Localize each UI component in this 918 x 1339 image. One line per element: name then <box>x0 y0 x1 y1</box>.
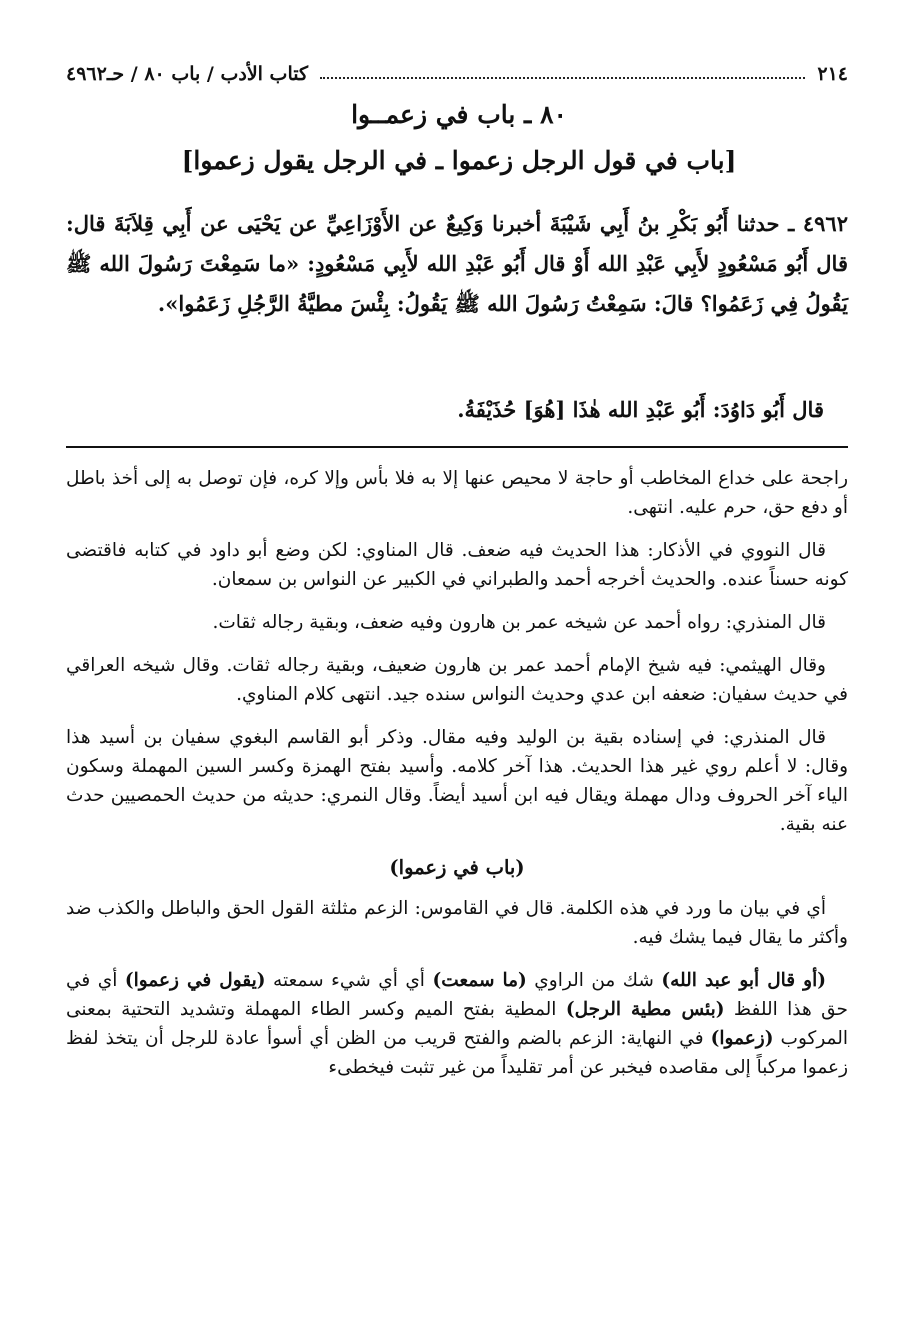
quoted-phrase: (أو قال أبو عبد الله) <box>661 970 827 991</box>
commentary-paragraph: قال المنذري: في إسناده بقية بن الوليد وفيه مقال. وذكر أبو القاسم البغوي سفيان بن أسيد هذا وقال: لا أعلم روي غير هذا الحديث. هذا آخر كلامه. وأسيد بفتح الهمزة وكسر السين المهملة وسكون الياء آخر الحروف ودال مهملة ويقال فيه ابن أسيد أيضاً. وقال النمري: حديثه من حديث الحمصيين حدث عنه بقية. <box>66 727 848 835</box>
commentary-paragraph: أي في بيان ما ورد في هذه الكلمة. قال في القاموس: الزعم مثلثة القول الحق والباطل والكذب ضد وأكثر ما يقال فيما يشك فيه. <box>66 898 848 948</box>
commentary-paragraph <box>66 966 848 1082</box>
hadith-number: ٤٩٦٢ <box>802 211 848 236</box>
footnote-divider <box>66 446 848 448</box>
commentary-paragraph: قال النووي في الأذكار: هذا الحديث فيه ضعف. قال المناوي: لكن وضع أبو داود في كتابه فاقتضى كونه حسناً عنده. والحديث أخرجه أحمد والطبراني في الكبير عن النواس بن سمعان. <box>66 540 848 590</box>
commentary-paragraph: وقال الهيثمي: فيه شيخ الإمام أحمد عمر بن هارون ضعيف، وبقية رجاله ثقات. وقال شيخه العراقي في حديث سفيان: ضعفه ابن عدي وحديث النواس سنده جيد. انتهى كلام المناوي. <box>66 655 848 705</box>
explanation-text: في النهاية: الزعم بالضم والفتح قريب من الظن أي أسوأ عادة للرجل أن يتخذ لفظ زعموا مركباً إلى مقاصده فيخبر عن أمر تقليداً من غير تثبت فيخطىء <box>66 1028 848 1078</box>
header-dotted-leader <box>320 77 805 79</box>
quoted-phrase: (بئس مطية الرجل) <box>565 999 725 1020</box>
chapter-title: ٨٠ ـ باب في زعمــوا <box>351 100 567 129</box>
quoted-phrase: (يقول في زعموا) <box>124 970 266 991</box>
page-header <box>66 58 848 90</box>
explanation-text: شك من الراوي <box>526 970 662 991</box>
chapter-subtitle: [باب في قول الرجل زعموا ـ في الرجل يقول زعموا] <box>181 146 737 175</box>
commentary-paragraph: قال المنذري: رواه أحمد عن شيخه عمر بن هارون وفيه ضعف، وبقية رجاله ثقات. <box>212 612 826 633</box>
section-heading: (باب في زعموا) <box>389 856 525 879</box>
commentary <box>66 464 848 1096</box>
quoted-phrase: (زعموا) <box>710 1028 774 1049</box>
quoted-phrase: (ما سمعت) <box>432 970 527 991</box>
page-number: ٢١٤ <box>817 63 848 85</box>
hadith-body: ـ حدثنا أَبُو بَكْرِ بنُ أَبِي شَيْبَةَ أخبرنا وَكِيعٌ عن الأَوْزَاعِيِّ عن يَحْيَى عن أَبِي قِلاَبَةَ قال: قال أَبُو مَسْعُودٍ لأَبِي عَبْدِ الله أَوْ قال أَبُو عَبْدِ الله لأَبِي مَسْعُودٍ: «ما سَمِعْتَ رَسُولَ الله ﷺ يَقُولُ فِي زَعَمُوا؟ قالَ: سَمِعْتُ رَسُولَ الله ﷺ يَقُولُ: بِئْسَ مطيَّةُ الرَّجُلِ زَعَمُوا». <box>66 211 848 316</box>
explanation-text: أي في حق هذا اللفظ <box>66 970 848 1020</box>
running-title: كتاب الأدب / باب ٨٠ / حـ٤٩٦٢ <box>66 63 309 85</box>
explanation-text: أي أي شيء سمعته <box>265 970 433 991</box>
commentary-paragraph: راجحة على خداع المخاطب أو حاجة لا محيص عنها إلا به فلا بأس وإلا كره، فإن توصل به إلى أخذ باطل أو دفع حق، حرم عليه. انتهى. <box>66 468 848 518</box>
abu-dawud-note: قال أَبُو دَاوُدَ: أَبُو عَبْدِ الله هٰذَا [هُوَ] حُذَيْفَةُ. <box>457 397 824 422</box>
hadith-text <box>66 204 848 324</box>
explanation-text: المطية بفتح الميم وكسر الطاء المهملة وتشديد التحتية بمعنى المركوب <box>66 999 848 1049</box>
